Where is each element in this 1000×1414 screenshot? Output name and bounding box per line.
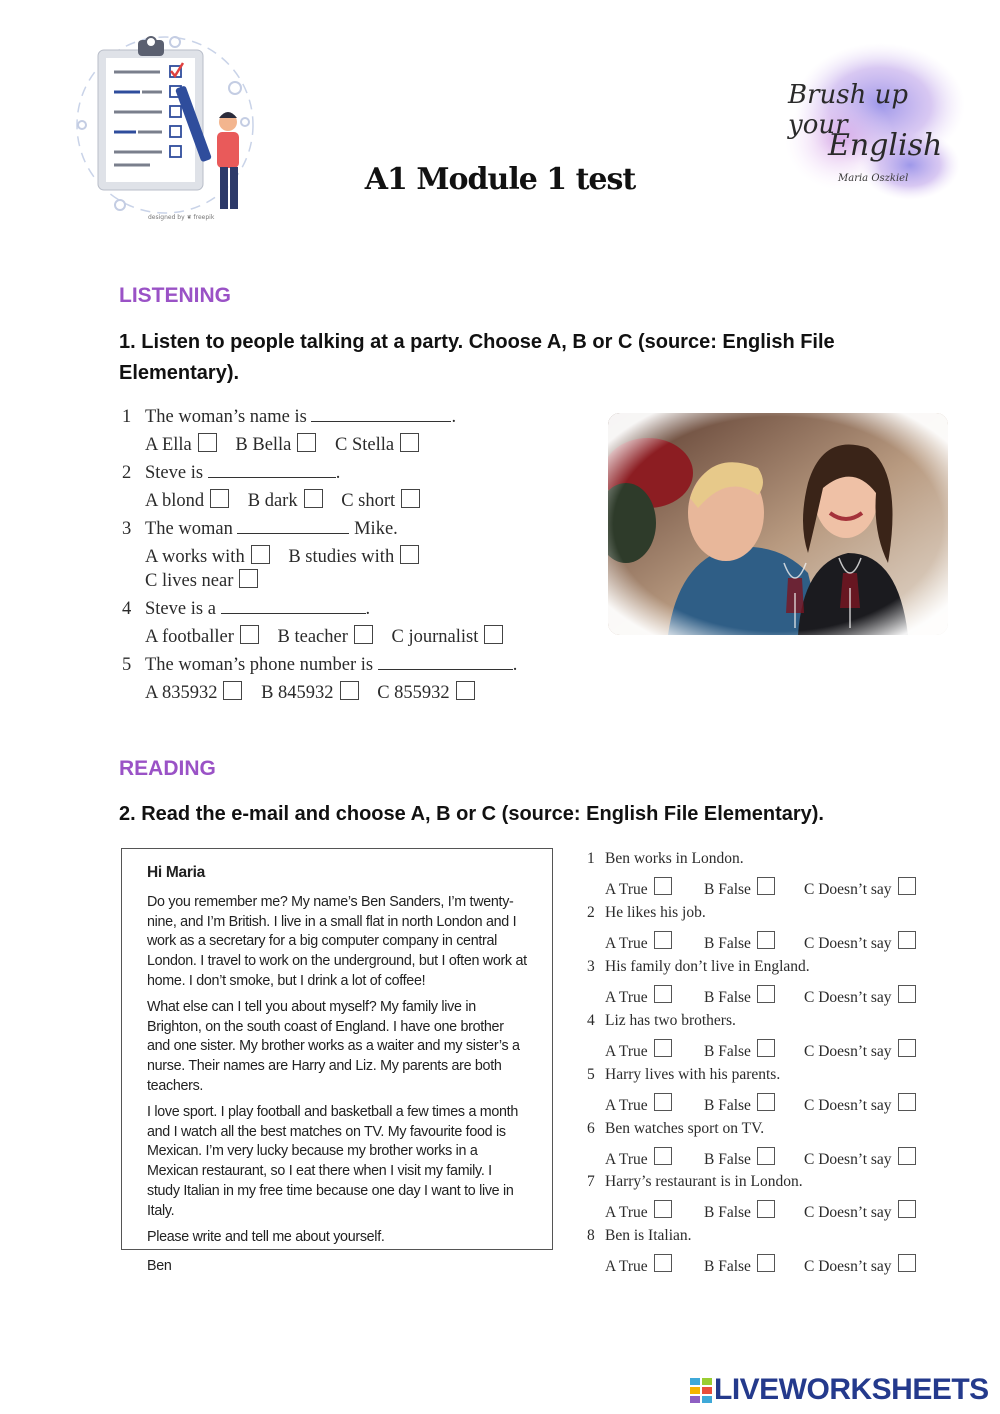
answer-blank [208,463,336,478]
answer-checkbox[interactable] [251,545,270,564]
option [145,625,259,648]
question-stem [587,1227,692,1245]
option-doesnt-say [804,877,916,899]
option [145,569,258,592]
option-label: A True [605,1258,648,1275]
answer-checkbox[interactable] [654,877,672,895]
email-paragraph-1: Do you remember me? My name’s Ben Sanders, I’m twenty-nine, and I’m British. I live in a small flat in north London and I work as a secretary for a big computer company in central London. I travel to work on the underground, but I often work at home. I don’t smoke, but I drink a lot of coffee! [147,893,527,989]
question-options [145,433,433,456]
option [335,433,419,456]
option-label: A True [605,1151,648,1168]
answer-checkbox[interactable] [757,1254,775,1272]
option-true [605,1147,672,1169]
option-false [704,931,775,953]
option-label: C Doesn’t say [804,1258,892,1275]
answer-checkbox[interactable] [654,1254,672,1272]
question-number: 2 [587,904,595,921]
answer-blank [311,407,451,422]
option-label: A 835932 [145,683,218,703]
freepik-credit: designed by ❦ freepik [148,214,215,221]
option-label: B 845932 [261,683,334,703]
option-doesnt-say [804,1254,916,1276]
option-true [605,877,672,899]
question-stem [587,904,706,922]
question-text: He likes his job. [605,904,706,921]
listening-task-line-2: Elementary). [119,362,240,384]
option-label: A footballer [145,627,234,647]
answer-checkbox[interactable] [654,985,672,1003]
option-doesnt-say [804,985,916,1007]
brand-logo [770,30,970,215]
option-true [605,1093,672,1115]
option-label: B False [704,881,751,898]
question-number: 4 [587,1012,595,1029]
question-number: 1 [587,850,595,867]
option [145,545,270,568]
option-false [704,1039,775,1061]
answer-checkbox[interactable] [198,433,217,452]
option-false [704,877,775,899]
reading-task: 2. Read the e-mail and choose A, B or C (source: English File Elementary). [119,803,824,825]
question-text: Liz has two brothers. [605,1012,736,1029]
option-label: A True [605,1043,648,1060]
option-label: A True [605,1204,648,1221]
option-doesnt-say [804,1039,916,1061]
clipboard-illustration [70,30,260,225]
brand-line-1: Brush up your [788,80,909,140]
brand-author: Maria Oszkiel [838,173,909,184]
question-text: Ben is Italian. [605,1227,692,1244]
answer-checkbox[interactable] [898,1147,916,1165]
option-false [704,1147,775,1169]
option-label: C Doesn’t say [804,935,892,952]
answer-checkbox[interactable] [654,1093,672,1111]
option-label: B False [704,1151,751,1168]
option [377,681,474,704]
option [235,433,316,456]
page-title: A1 Module 1 test [364,162,636,197]
answer-checkbox[interactable] [757,931,775,949]
option-doesnt-say [804,1147,916,1169]
liveworksheets-icon [690,1376,714,1404]
question-text: Steve is [145,463,204,483]
option-label: C Doesn’t say [804,989,892,1006]
question-number: 8 [587,1227,595,1244]
option-doesnt-say [804,931,916,953]
answer-checkbox[interactable] [757,877,775,895]
answer-checkbox[interactable] [654,1039,672,1057]
option-doesnt-say [804,1093,916,1115]
option-label: C lives near [145,571,234,591]
option [278,625,373,648]
answer-checkbox[interactable] [757,1200,775,1218]
email-paragraph-4: Please write and tell me about yourself. [147,1228,385,1245]
question-text: Harry lives with his parents. [605,1066,781,1083]
question-number: 7 [587,1173,595,1190]
question-stem [587,1012,736,1030]
reading-heading: READING [119,757,216,780]
option-label: C journalist [391,627,479,647]
answer-checkbox[interactable] [304,489,323,508]
option [392,625,504,648]
question-stem [587,958,810,976]
question-text-end: . [451,407,457,427]
question-options [145,489,434,512]
question-text: His family don’t live in England. [605,958,810,975]
question-number: 5 [587,1066,595,1083]
liveworksheets-logo[interactable] [690,1373,989,1407]
question-options [145,625,517,648]
option-label: C 855932 [377,683,450,703]
answer-blank [221,599,366,614]
question-number: 1 [122,407,132,427]
option-label: B False [704,1043,751,1060]
option [288,545,419,568]
question-text: Ben works in London. [605,850,744,867]
option-true [605,931,672,953]
option-label: C Doesn’t say [804,1204,892,1221]
answer-checkbox[interactable] [239,569,258,588]
question-number: 6 [587,1120,595,1137]
question-options [145,681,489,704]
question-text: The woman’s phone number is [145,655,374,675]
question-text-end: . [335,463,341,483]
question-number: 3 [587,958,595,975]
option-label: A Ella [145,435,192,455]
answer-checkbox[interactable] [757,1039,775,1057]
answer-checkbox[interactable] [400,545,419,564]
brand-line-2: English [828,128,943,163]
option-true [605,1200,672,1222]
option-label: B Bella [235,435,292,455]
option-label: C Stella [335,435,395,455]
answer-checkbox[interactable] [223,681,242,700]
option [341,489,420,512]
question-stem [122,463,340,484]
question-stem [587,1173,803,1191]
option-label: B False [704,989,751,1006]
option [261,681,358,704]
option-label: C Doesn’t say [804,1043,892,1060]
option-label: A True [605,1097,648,1114]
answer-checkbox[interactable] [898,931,916,949]
option-false [704,1254,775,1276]
option-label: A True [605,935,648,952]
answer-checkbox[interactable] [757,1093,775,1111]
option [145,489,229,512]
question-text: The woman [145,519,233,539]
question-text: Steve is a [145,599,216,619]
answer-checkbox[interactable] [654,931,672,949]
answer-checkbox[interactable] [654,1200,672,1218]
question-stem [587,1120,764,1138]
answer-checkbox[interactable] [654,1147,672,1165]
option-label: B False [704,1097,751,1114]
question-options [145,545,433,568]
option-label: B False [704,935,751,952]
answer-checkbox[interactable] [340,681,359,700]
party-photo [608,413,948,635]
question-number: 3 [122,519,132,539]
answer-checkbox[interactable] [401,489,420,508]
answer-checkbox[interactable] [757,985,775,1003]
answer-checkbox[interactable] [456,681,475,700]
answer-checkbox[interactable] [400,433,419,452]
question-number: 5 [122,655,132,675]
answer-checkbox[interactable] [240,625,259,644]
answer-checkbox[interactable] [898,1093,916,1111]
question-number: 4 [122,599,132,619]
option-label: B False [704,1258,751,1275]
email-signoff: Ben [147,1258,172,1275]
email-paragraph-3: I love sport. I play football and basketball a few times a month and I watch all the best matches on TV. My favourite food is Mexican. I’m very lucky because my brother works in a Mexican restaurant, so I eat there when I visit my family. I study Italian in my free time because one day I want to live in Italy. [147,1103,518,1219]
question-number: 2 [122,463,132,483]
question-stem [587,850,744,868]
option-label: C Doesn’t say [804,1097,892,1114]
email-text [121,848,553,1275]
answer-checkbox[interactable] [898,877,916,895]
option-true [605,985,672,1007]
option-label: B dark [247,491,298,511]
option-doesnt-say [804,1200,916,1222]
option-label: A works with [145,547,245,567]
question-text: Ben watches sport on TV. [605,1120,765,1137]
option-label: B False [704,1204,751,1221]
answer-blank [378,655,513,670]
option [248,489,323,512]
option-label: C short [341,491,396,511]
option-label: A True [605,881,648,898]
listening-task-line-1: 1. Listen to people talking at a party. Choose A, B or C (source: English File [119,331,835,353]
answer-checkbox[interactable] [354,625,373,644]
listening-heading: LISTENING [119,284,232,307]
option-label: B teacher [277,627,348,647]
option-true [605,1039,672,1061]
answer-checkbox[interactable] [757,1147,775,1165]
answer-checkbox[interactable] [898,1200,916,1218]
answer-checkbox[interactable] [898,1039,916,1057]
option-label: C Doesn’t say [804,1151,892,1168]
question-text-end: Mike. [354,519,398,539]
question-text: Harry’s restaurant is in London. [605,1173,803,1190]
email-greeting: Hi Maria [147,864,205,881]
answer-checkbox[interactable] [484,625,503,644]
option-label: A True [605,989,648,1006]
answer-checkbox[interactable] [297,433,316,452]
question-stem [122,519,398,540]
question-text-end: . [512,655,518,675]
email-paragraph-2: What else can I tell you about myself? My family live in Brighton, on the south coast of England. I have one brother and one sister. My brother works as a waiter and my sister’s a nurse. Their names are Harry and Liz. My parents are both teachers. [147,998,520,1094]
option-true [605,1254,672,1276]
question-text-end: . [365,599,371,619]
option-false [704,1093,775,1115]
option [145,681,242,704]
question-stem [122,407,456,428]
option-label: A blond [145,491,205,511]
option-false [704,1200,775,1222]
answer-checkbox[interactable] [210,489,229,508]
answer-checkbox[interactable] [898,1254,916,1272]
option-label: C Doesn’t say [804,881,892,898]
option-false [704,985,775,1007]
answer-blank [237,519,349,534]
question-stem [122,599,370,620]
footer-brand: LIVEWORKSHEETS [714,1373,989,1406]
question-options [145,569,272,592]
question-text: The woman’s name is [145,407,307,427]
question-stem [122,655,517,676]
answer-checkbox[interactable] [898,985,916,1003]
option-label: B studies with [288,547,395,567]
question-stem [587,1066,780,1084]
option [145,433,217,456]
